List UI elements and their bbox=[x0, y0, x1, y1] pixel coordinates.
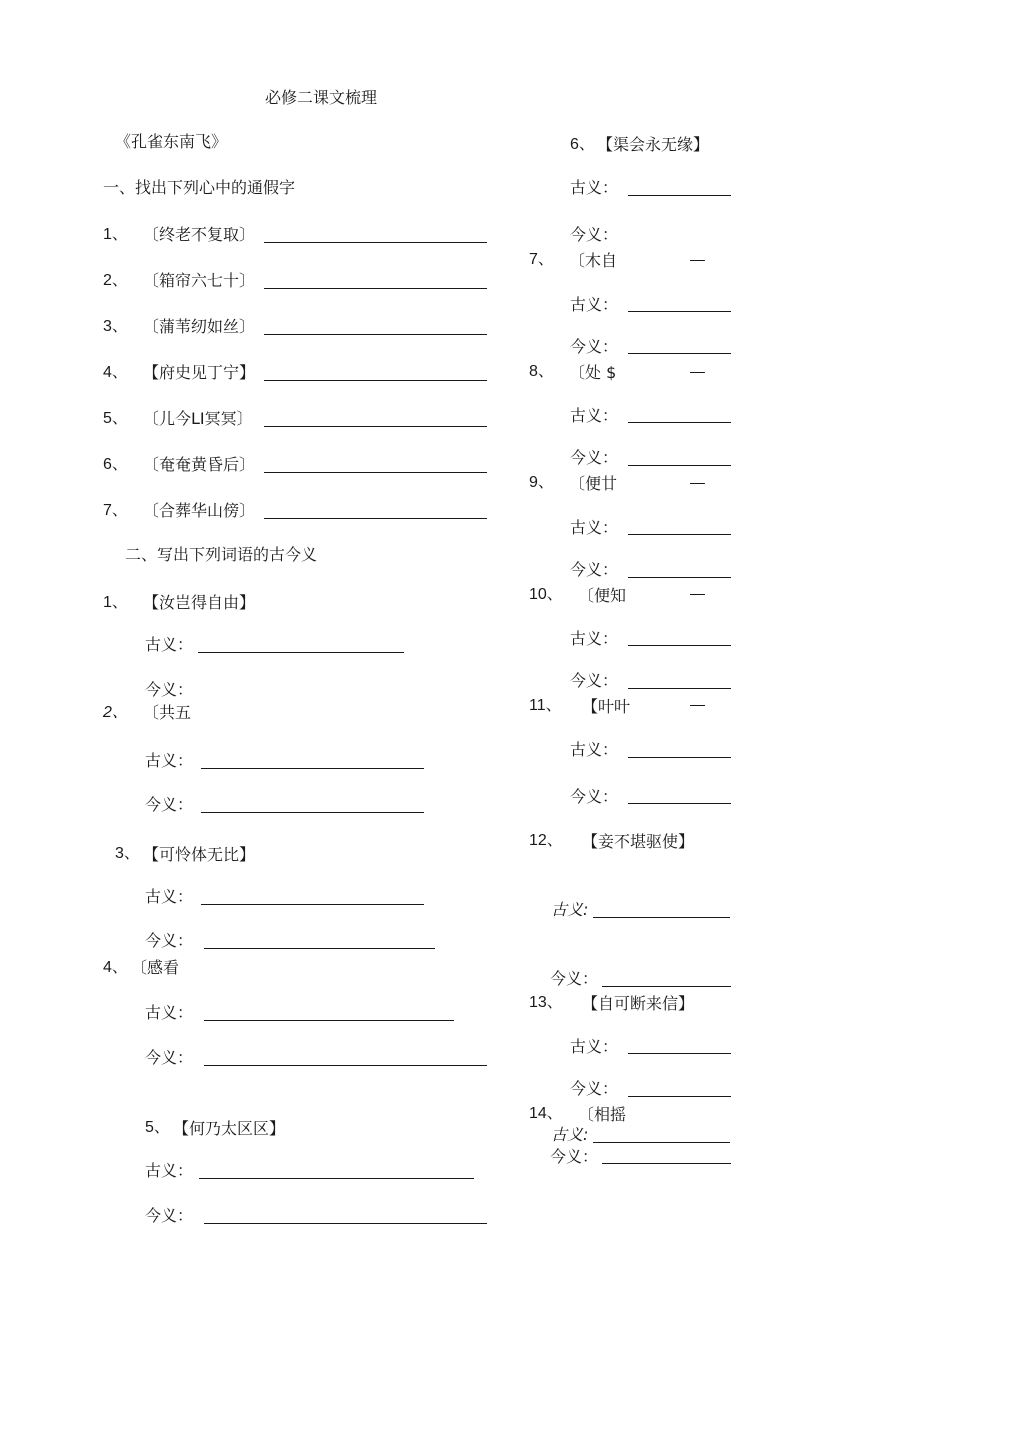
answer-line[interactable] bbox=[204, 1223, 487, 1224]
gu-label: 古义: bbox=[551, 1125, 589, 1144]
item-text: 【可怜体无比】 bbox=[143, 845, 256, 864]
answer-line[interactable] bbox=[201, 768, 424, 769]
answer-line[interactable] bbox=[628, 645, 731, 646]
item-text: 〔奄奄黄昏后〕 bbox=[143, 455, 256, 474]
item-number: 3、 bbox=[103, 318, 128, 335]
answer-line[interactable] bbox=[628, 1053, 731, 1054]
item-number: 14、 bbox=[529, 1105, 563, 1122]
item-text: 〔共五 bbox=[143, 703, 192, 722]
jin-label: 今义： bbox=[145, 1206, 194, 1225]
jin-label: 今义： bbox=[570, 448, 619, 467]
item-number: 4、 bbox=[103, 364, 128, 381]
answer-line[interactable] bbox=[628, 577, 731, 578]
item-text: 〔便知 bbox=[578, 586, 627, 605]
item-text: 〔箱帘六七十〕 bbox=[143, 271, 256, 290]
item-text: 〔处 $ bbox=[569, 363, 617, 382]
item-number: 13、 bbox=[529, 994, 563, 1011]
item-text: 【府史见丁宁】 bbox=[143, 363, 256, 382]
gu-label: 古义： bbox=[570, 295, 619, 314]
answer-line[interactable] bbox=[628, 803, 731, 804]
item-number: 2、 bbox=[103, 272, 128, 289]
answer-line[interactable] bbox=[204, 1020, 454, 1021]
item-text: 〔木自 bbox=[569, 251, 618, 270]
answer-line[interactable] bbox=[264, 518, 487, 519]
item-number: 9、 bbox=[529, 474, 554, 491]
answer-line[interactable] bbox=[593, 1142, 730, 1143]
answer-line[interactable] bbox=[264, 426, 487, 427]
jin-label: 今义： bbox=[570, 671, 619, 690]
answer-line[interactable] bbox=[204, 948, 435, 949]
dash-mark bbox=[690, 483, 705, 484]
jin-label: 今义： bbox=[570, 1079, 619, 1098]
answer-line[interactable] bbox=[628, 534, 731, 535]
item-text: 〔儿今LI冥冥〕 bbox=[143, 409, 253, 428]
item-text: 【渠会永无缘】 bbox=[597, 135, 710, 154]
gu-label: 古义: bbox=[551, 900, 589, 919]
item-number: 5、 bbox=[145, 1119, 170, 1136]
answer-line[interactable] bbox=[264, 334, 487, 335]
item-number: 6、 bbox=[103, 456, 128, 473]
dash-mark bbox=[690, 594, 705, 595]
dash-mark bbox=[690, 372, 705, 373]
answer-line[interactable] bbox=[602, 986, 731, 987]
jin-label: 今义： bbox=[570, 337, 619, 356]
gu-label: 古义： bbox=[570, 629, 619, 648]
item-text: 〔蒲苇纫如丝〕 bbox=[143, 317, 256, 336]
answer-line[interactable] bbox=[264, 380, 487, 381]
jin-label: 今义： bbox=[570, 560, 619, 579]
item-text: 〔终老不复取〕 bbox=[143, 225, 256, 244]
gu-label: 古义： bbox=[570, 1037, 619, 1056]
jin-label: 今义： bbox=[570, 225, 619, 244]
page-title: 必修二课文梳理 bbox=[265, 88, 378, 107]
jin-label: 今义： bbox=[570, 787, 619, 806]
answer-line[interactable] bbox=[628, 688, 731, 689]
item-number: 10、 bbox=[529, 586, 563, 603]
section-heading-1: 一、找出下列心中的通假字 bbox=[103, 178, 296, 197]
dash-mark bbox=[690, 260, 705, 261]
gu-label: 古义： bbox=[145, 1003, 194, 1022]
item-text: 【何乃太区区】 bbox=[173, 1119, 286, 1138]
item-number: 4、 bbox=[103, 959, 128, 976]
answer-line[interactable] bbox=[628, 195, 731, 196]
item-number: 1、 bbox=[103, 226, 128, 243]
item-text: 〔便廿 bbox=[569, 474, 618, 493]
item-text: 〔感看 bbox=[131, 958, 180, 977]
item-number: 1、 bbox=[103, 594, 128, 611]
answer-line[interactable] bbox=[628, 311, 731, 312]
item-text: 【妾不堪驱使】 bbox=[582, 832, 695, 851]
jin-label: 今义： bbox=[145, 795, 194, 814]
answer-line[interactable] bbox=[204, 1065, 487, 1066]
item-number: 11、 bbox=[529, 697, 562, 714]
answer-line[interactable] bbox=[264, 242, 487, 243]
answer-line[interactable] bbox=[628, 465, 731, 466]
gu-label: 古义： bbox=[570, 740, 619, 759]
item-number: 7、 bbox=[529, 251, 554, 268]
item-text: 【汝岂得自由】 bbox=[143, 593, 256, 612]
answer-line[interactable] bbox=[628, 353, 731, 354]
gu-label: 古义： bbox=[570, 406, 619, 425]
answer-line[interactable] bbox=[201, 904, 424, 905]
answer-line[interactable] bbox=[628, 757, 731, 758]
item-number: 6、 bbox=[570, 136, 595, 153]
jin-label: 今义： bbox=[145, 680, 194, 699]
answer-line[interactable] bbox=[593, 917, 730, 918]
answer-line[interactable] bbox=[264, 472, 487, 473]
gu-label: 古义： bbox=[145, 751, 194, 770]
answer-line[interactable] bbox=[201, 812, 424, 813]
item-number: 2、 bbox=[103, 704, 128, 721]
item-text: 〔相摇 bbox=[578, 1105, 627, 1124]
item-number: 8、 bbox=[529, 363, 554, 380]
item-number: 3、 bbox=[115, 845, 140, 862]
jin-label: 今义： bbox=[145, 1048, 194, 1067]
jin-label: 今义： bbox=[145, 931, 194, 950]
answer-line[interactable] bbox=[628, 1096, 731, 1097]
jin-label: 今义： bbox=[550, 1147, 599, 1166]
gu-label: 古义： bbox=[570, 178, 619, 197]
section-heading-2: 二、写出下列词语的古今义 bbox=[125, 545, 318, 564]
item-number: 12、 bbox=[529, 832, 563, 849]
gu-label: 古义： bbox=[145, 1161, 194, 1180]
answer-line[interactable] bbox=[198, 652, 404, 653]
gu-label: 古义： bbox=[145, 635, 194, 654]
answer-line[interactable] bbox=[199, 1178, 474, 1179]
gu-label: 古义： bbox=[145, 887, 194, 906]
dash-mark bbox=[690, 705, 705, 706]
answer-line[interactable] bbox=[602, 1163, 731, 1164]
item-text: 【叶叶 bbox=[582, 697, 631, 716]
item-number: 7、 bbox=[103, 502, 128, 519]
lesson-title: 《孔雀东南飞》 bbox=[115, 132, 228, 151]
jin-label: 今义： bbox=[550, 969, 599, 988]
gu-label: 古义： bbox=[570, 518, 619, 537]
answer-line[interactable] bbox=[628, 422, 731, 423]
item-number: 5、 bbox=[103, 410, 128, 427]
item-text: 【自可断来信】 bbox=[582, 994, 695, 1013]
answer-line[interactable] bbox=[264, 288, 487, 289]
item-text: 〔合葬华山傍〕 bbox=[143, 501, 256, 520]
